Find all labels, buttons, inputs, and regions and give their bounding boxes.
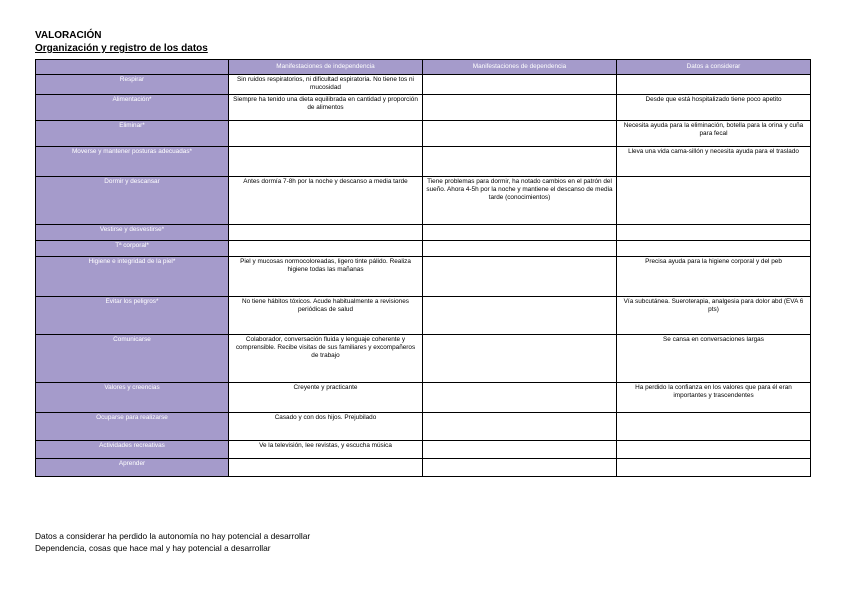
row-label: Dormir y descansar bbox=[36, 177, 229, 225]
independence-cell: Sin ruidos respiratorios, ni dificultad espiratoria. No tiene tos ni mucosidad bbox=[229, 75, 423, 95]
row-label: Actividades recreativas bbox=[36, 441, 229, 459]
dependence-cell bbox=[423, 383, 617, 413]
table-row bbox=[36, 335, 811, 383]
assessment-table bbox=[35, 59, 811, 477]
independence-cell bbox=[229, 147, 423, 177]
table-row bbox=[36, 177, 811, 225]
data-cell bbox=[617, 459, 811, 477]
dependence-cell bbox=[423, 241, 617, 257]
data-cell: Necesita ayuda para la eliminación, botella para la orina y cuña para fecal bbox=[617, 121, 811, 147]
column-header: Manifestaciones de dependencia bbox=[423, 60, 617, 75]
table-row bbox=[36, 441, 811, 459]
data-cell: Ha perdido la confianza en los valores que para él eran importantes y trascendentes bbox=[617, 383, 811, 413]
independence-cell: Piel y mucosas normocoloreadas, ligero tinte pálido. Realiza higiene todas las mañanas bbox=[229, 257, 423, 297]
dependence-cell bbox=[423, 413, 617, 441]
table-row bbox=[36, 241, 811, 257]
row-label: Moverse y mantener posturas adecuadas* bbox=[36, 147, 229, 177]
dependence-cell bbox=[423, 225, 617, 241]
row-label: Valores y creencias bbox=[36, 383, 229, 413]
table-row bbox=[36, 257, 811, 297]
dependence-cell bbox=[423, 75, 617, 95]
dependence-cell bbox=[423, 257, 617, 297]
independence-cell bbox=[229, 225, 423, 241]
data-cell: Vía subcutánea. Sueroterapia, analgesia para dolor abd (EVA 6 pts) bbox=[617, 297, 811, 335]
data-cell: Desde que está hospitalizado tiene poco apetito bbox=[617, 95, 811, 121]
row-label: Aprender bbox=[36, 459, 229, 477]
independence-cell bbox=[229, 459, 423, 477]
independence-cell: Ve la televisión, lee revistas, y escucha música bbox=[229, 441, 423, 459]
table-row bbox=[36, 225, 811, 241]
dependence-cell bbox=[423, 335, 617, 383]
data-cell bbox=[617, 441, 811, 459]
independence-cell: Casado y con dos hijos. Prejubilado bbox=[229, 413, 423, 441]
table-row bbox=[36, 121, 811, 147]
dependence-cell: Tiene problemas para dormir, ha notado cambios en el patrón del sueño. Ahora 4-5h por la noche y mantiene el descanso de media tarde (conocimientos) bbox=[423, 177, 617, 225]
data-cell: Se cansa en conversaciones largas bbox=[617, 335, 811, 383]
note-line: Dependencia, cosas que hace mal y hay potencial a desarrollar bbox=[35, 543, 271, 553]
dependence-cell bbox=[423, 441, 617, 459]
table-row bbox=[36, 75, 811, 95]
dependence-cell bbox=[423, 121, 617, 147]
row-label: Evitar los peligros* bbox=[36, 297, 229, 335]
row-label: Higiene e integridad de la piel* bbox=[36, 257, 229, 297]
table-row bbox=[36, 297, 811, 335]
dependence-cell bbox=[423, 297, 617, 335]
data-cell: Precisa ayuda para la higiene corporal y del peb bbox=[617, 257, 811, 297]
row-label: Vestirse y desvestirse* bbox=[36, 225, 229, 241]
dependence-cell bbox=[423, 95, 617, 121]
independence-cell: Antes dormía 7-8h por la noche y descanso a media tarde bbox=[229, 177, 423, 225]
data-cell bbox=[617, 177, 811, 225]
notes-block bbox=[35, 530, 310, 554]
independence-cell: Colaborador, conversación fluida y lenguaje coherente y comprensible. Recibe visitas de sus familiares y excompañeros de trabajo bbox=[229, 335, 423, 383]
dependence-cell bbox=[423, 147, 617, 177]
note-line: Datos a considerar ha perdido la autonomía no hay potencial a desarrollar bbox=[35, 531, 311, 541]
data-cell: Lleva una vida cama-sillón y necesita ayuda para el traslado bbox=[617, 147, 811, 177]
independence-cell: No tiene hábitos tóxicos. Acude habitualmente a revisiones periódicas de salud bbox=[229, 297, 423, 335]
row-label: Respirar bbox=[36, 75, 229, 95]
row-label: Eliminar* bbox=[36, 121, 229, 147]
column-header: Manifestaciones de independencia bbox=[229, 60, 423, 75]
independence-cell bbox=[229, 241, 423, 257]
row-label: Comunicarse bbox=[36, 335, 229, 383]
row-label: Ocuparse para realizarse bbox=[36, 413, 229, 441]
section-subtitle: Organización y registro de los datos bbox=[35, 43, 208, 54]
table-header-row bbox=[36, 60, 811, 75]
independence-cell: Siempre ha tenido una dieta equilibrada en cantidad y proporción de alimentos bbox=[229, 95, 423, 121]
column-header: Datos a considerar bbox=[617, 60, 811, 75]
data-cell bbox=[617, 241, 811, 257]
row-label: Tª corporal* bbox=[36, 241, 229, 257]
table-row bbox=[36, 383, 811, 413]
column-header bbox=[36, 60, 229, 75]
independence-cell: Creyente y practicante bbox=[229, 383, 423, 413]
table-row bbox=[36, 147, 811, 177]
page-title: VALORACIÓN bbox=[35, 30, 102, 41]
table-row bbox=[36, 413, 811, 441]
table-row bbox=[36, 459, 811, 477]
dependence-cell bbox=[423, 459, 617, 477]
row-label: Alimentación* bbox=[36, 95, 229, 121]
table-row bbox=[36, 95, 811, 121]
data-cell bbox=[617, 75, 811, 95]
data-cell bbox=[617, 413, 811, 441]
data-cell bbox=[617, 225, 811, 241]
independence-cell bbox=[229, 121, 423, 147]
